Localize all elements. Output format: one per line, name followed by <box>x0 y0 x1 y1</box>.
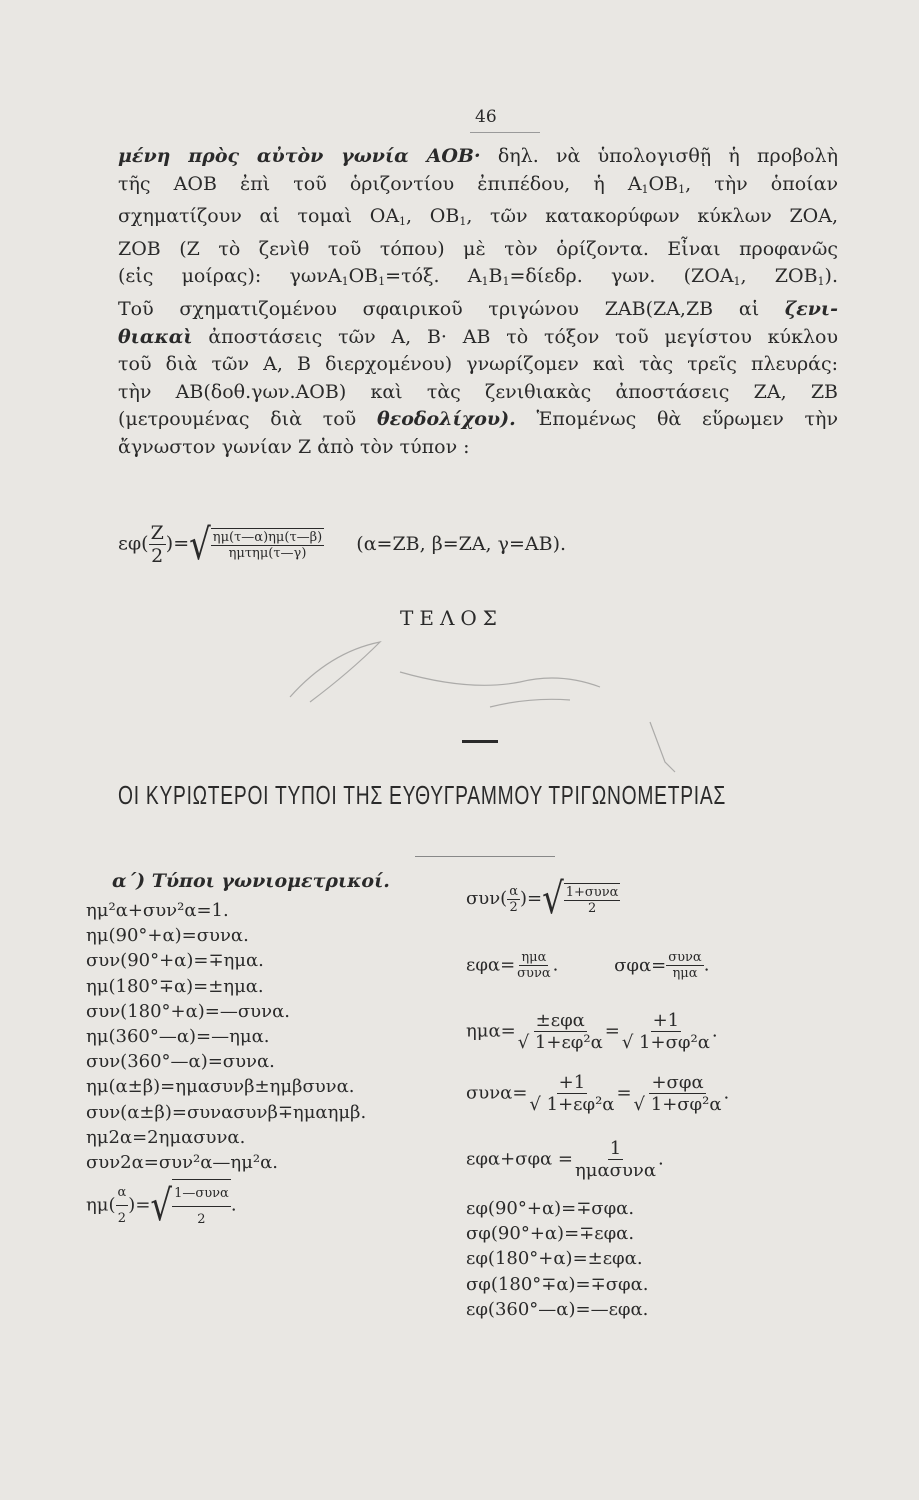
paragraph-line: θιακαὶ ἀποστάσεις τῶν Α, Β· ΑΒ τὸ τόξον τοῦ μεγίστου κύκλου <box>118 325 838 348</box>
formula-condition: (α=ΖΒ, β=ΖΑ, γ=ΑΒ). <box>356 532 567 555</box>
page-number: 46 <box>475 107 497 127</box>
section-rule <box>415 856 555 857</box>
formula-line: συν(α±β)=συνασυνβ∓ημαημβ. <box>86 1101 367 1123</box>
pencil-scribble <box>270 612 690 792</box>
formula-line: ημ(90°+α)=συνα. <box>86 925 249 947</box>
tan-plus-cot-formula: εφα+σφα = $\frac{1}{\text{ημασυνα}}$ . <box>466 1138 664 1181</box>
paragraph-line: (εἰς μοίρας): $\gamma\omega\nu A_1OB_1=\tau ό\xi$. $A_1B_1=\delta ί\varepsilon\delta\rho$. γων. ($ZOA_1$, $ZOB_1$). <box>118 265 838 289</box>
paragraph-line: τὴν ΑΒ(δοθ.γων.ΑΟΒ) καὶ τὰς ζενιθιακὰς ἀποστάσεις ΖΑ, ΖΒ <box>118 380 838 403</box>
paragraph-line: τοῦ διὰ τῶν Α, Β διερχομένου) γνωρίζομεν καὶ τὰς τρεῖς πλευράς: <box>118 353 838 376</box>
formula-line: ημ2α=2ημασυνα. <box>86 1126 246 1148</box>
body-paragraph <box>118 143 838 462</box>
paragraph-line: ἄγνωστον γωνίαν Ζ ἀπὸ τὸν τύπον : <box>118 435 470 458</box>
formula-radical: √ $\frac{\eta\mu(\tau—\alpha)\eta\mu(\tau—\beta)}{\text{ημτημ(τ—γ)}}$ <box>189 519 323 570</box>
formula-line: συν(180°+α)=—συνα. <box>86 1000 290 1022</box>
paragraph-line: μένη πρὸς αὐτὸν γωνία ΑΟΒ· δηλ. νὰ ὑπολογισθῇ ἡ προβολὴ <box>118 145 838 167</box>
formula-line: ημ²α+συν²α=1. <box>86 900 229 921</box>
formula-line: σφ(180°∓α)=∓σφα. <box>466 1273 649 1295</box>
paragraph-line: τῆς ΑΟΒ ἐπὶ τοῦ ὁριζοντίου ἐπιπέδου, ἡ $A_1OB_1$, τὴν ὁποίαν <box>118 172 838 196</box>
left-formula-column <box>86 898 446 1233</box>
paragraph-line: Τοῦ σχηματιζομένου σφαιρικοῦ τριγώνου ΖΑΒ(ΖΑ,ΖΒ αἱ ζενι- <box>118 297 838 320</box>
formula-line: εφ(360°—α)=—εφα. <box>466 1298 649 1320</box>
subheading: α΄) Τύποι γωνιομετρικοί. <box>112 870 390 892</box>
paragraph-line: ΖΟΒ (Ζ τὸ ζενὶθ τοῦ τόπου) μὲ τὸν ὁρίζοντα. Εἶναι προφανῶς <box>118 237 838 260</box>
formula-line: ημ(180°∓α)=±ημα. <box>86 975 264 997</box>
formula-line: συν2α=συν²α—ημ²α. <box>86 1152 278 1174</box>
formula-line: ημ(α±β)=ημασυνβ±ημβσυνα. <box>86 1076 355 1098</box>
end-text: ΤΕΛΟΣ <box>400 606 503 630</box>
half-angle-sine-formula: ημ( $\frac{\alpha}{2}$ )= √ $\frac{\text{1—συνα}}{2}$ . <box>86 1180 237 1231</box>
tangent-identity-list <box>466 1196 648 1322</box>
formula-lhs-fraction: $\frac{Z}{2}$ <box>150 522 164 567</box>
cosine-from-tangent-formula: συνα= $\frac{+1}{\text{√ 1+εφ²α}}$ = $\frac{\text{+σφα}}{\text{√ 1+σφ²α}}$ . <box>466 1072 730 1115</box>
formula-line: ημ(360°—α)=—ημα. <box>86 1026 270 1048</box>
formula-line: εφ(90°+α)=∓σφα. <box>466 1198 635 1219</box>
paragraph-line: σχηματίζουν αἱ τομαὶ $OA_1$, $OB_1$, τῶν κατακορύφων κύκλων ΖΟΑ, <box>118 205 838 229</box>
half-angle-cosine-formula: συν( $\frac{\alpha}{2}$ )= √ $\frac{\text{1+συνα}}{2}$ <box>466 874 619 924</box>
tangent-cotangent-formula: εφα= $\frac{\text{ημα}}{\text{συνα}}$ . σφα= $\frac{\text{συνα}}{\text{ημα}}$ . <box>466 950 710 981</box>
formula-lhs-func: εφ <box>118 532 142 555</box>
page-number-rule <box>470 132 540 133</box>
formula-line: σφ(90°+α)=∓εφα. <box>466 1223 635 1245</box>
main-formula: εφ( $\frac{Z}{2}$ )= √ $\frac{\eta\mu(\tau—\alpha)\eta\mu(\tau—\beta)}{\text{ημτημ(τ—γ)}}$ (α=ΖΒ, β=ΖΑ, γ=ΑΒ). <box>118 519 567 570</box>
sine-from-tangent-formula: ημα= $\frac{\text{±εφα}}{\text{√ 1+εφ²α}}$ = $\frac{+1}{\text{√ 1+σφ²α}}$ . <box>466 1010 718 1053</box>
formula-line: συν(90°+α)=∓ημα. <box>86 950 264 972</box>
formula-line: συν(360°—α)=συνα. <box>86 1051 275 1073</box>
formula-line: εφ(180°+α)=±εφα. <box>466 1248 643 1270</box>
separator-dash <box>462 740 498 743</box>
paragraph-line: (μετρουμένας διὰ τοῦ θεοδολίχου). Ἑπομένως θὰ εὕρωμεν τὴν <box>118 408 838 431</box>
section-title: ΟΙ ΚΥΡΙΩΤΕΡΟΙ ΤΥΠΟΙ ΤΗΣ ΕΥΘΥΓΡΑΜΜΟΥ ΤΡΙΓΩΝΟΜΕΤΡΙΑΣ <box>118 780 727 810</box>
